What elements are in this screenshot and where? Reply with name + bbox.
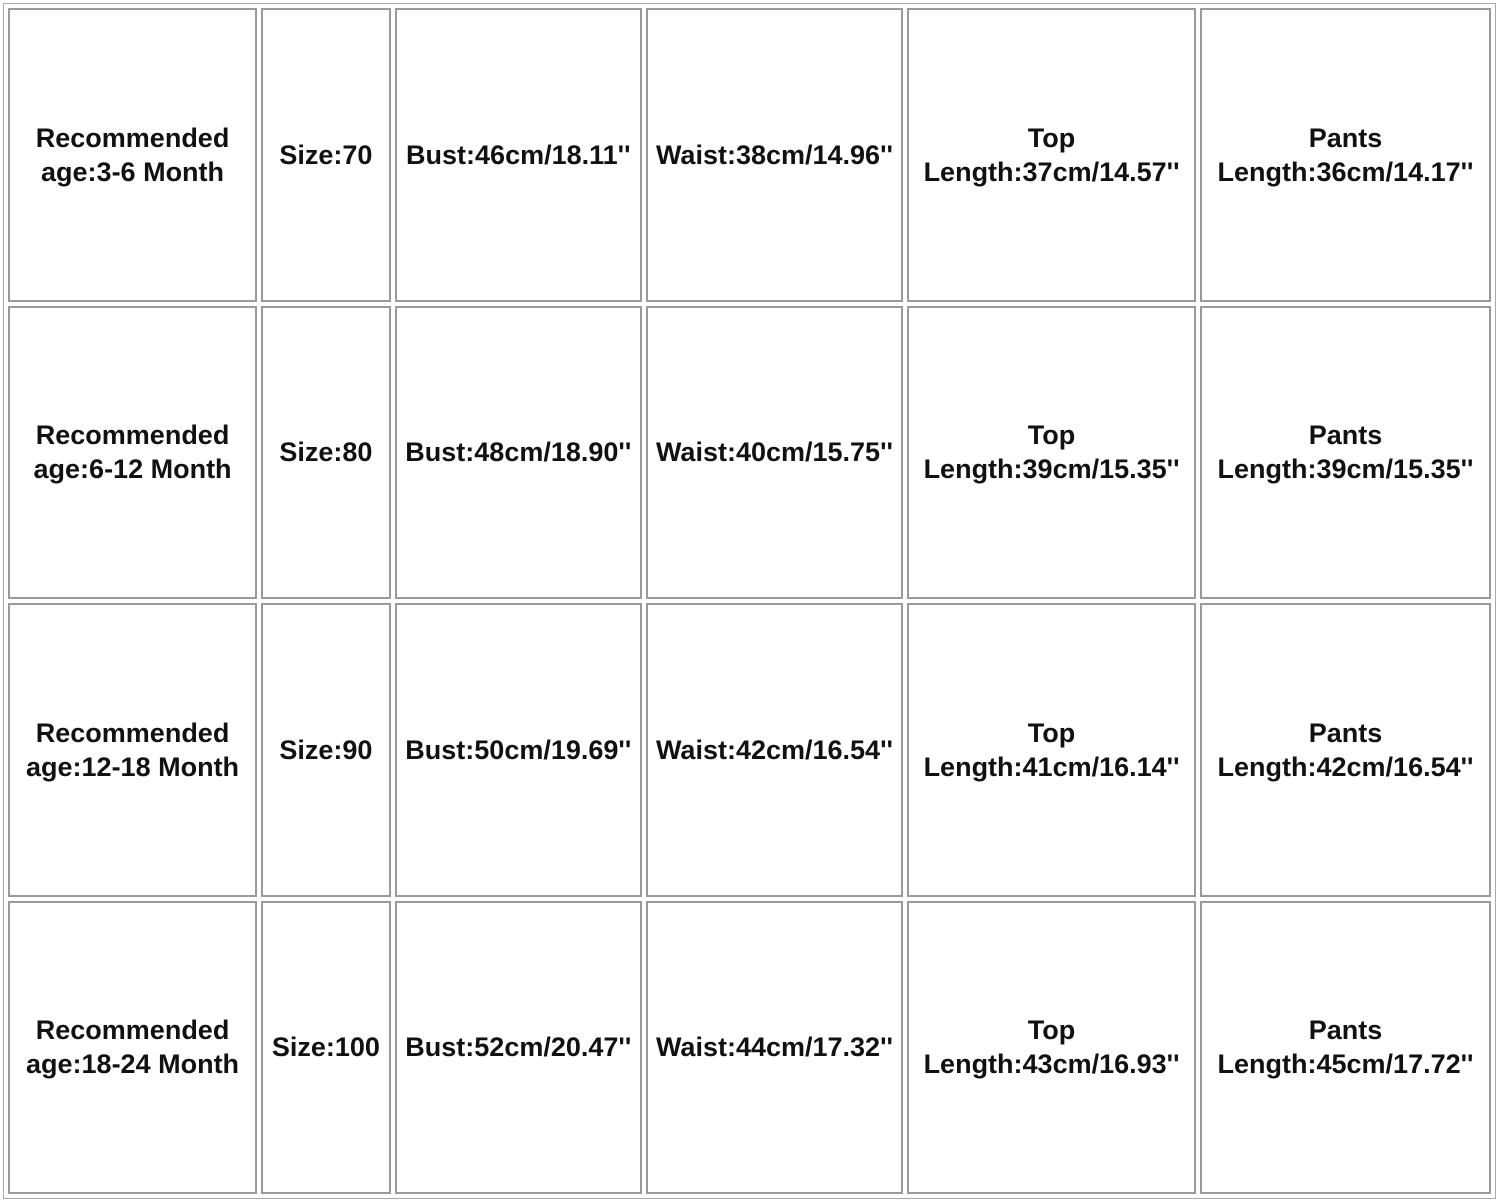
size-chart-table	[3, 3, 1496, 1199]
top-length-cell: Top Length:43cm/16.93''	[907, 901, 1196, 1195]
size-cell: Size:100	[261, 901, 391, 1195]
top-length-cell: Top Length:41cm/16.14''	[907, 603, 1196, 897]
bust-cell: Bust:46cm/18.11''	[395, 8, 642, 302]
size-chart-body	[8, 8, 1491, 1194]
pants-length-cell: Pants Length:36cm/14.17''	[1200, 8, 1491, 302]
waist-cell: Waist:38cm/14.96''	[646, 8, 903, 302]
size-cell: Size:80	[261, 306, 391, 600]
pants-length-cell: Pants Length:45cm/17.72''	[1200, 901, 1491, 1195]
table-row	[8, 901, 1491, 1195]
bust-cell: Bust:48cm/18.90''	[395, 306, 642, 600]
bust-cell: Bust:50cm/19.69''	[395, 603, 642, 897]
table-row	[8, 603, 1491, 897]
pants-length-cell: Pants Length:39cm/15.35''	[1200, 306, 1491, 600]
top-length-cell: Top Length:37cm/14.57''	[907, 8, 1196, 302]
age-cell: Recommended age:3-6 Month	[8, 8, 257, 302]
waist-cell: Waist:42cm/16.54''	[646, 603, 903, 897]
table-row	[8, 306, 1491, 600]
age-cell: Recommended age:18-24 Month	[8, 901, 257, 1195]
age-cell: Recommended age:6-12 Month	[8, 306, 257, 600]
table-row	[8, 8, 1491, 302]
bust-cell: Bust:52cm/20.47''	[395, 901, 642, 1195]
age-cell: Recommended age:12-18 Month	[8, 603, 257, 897]
waist-cell: Waist:44cm/17.32''	[646, 901, 903, 1195]
pants-length-cell: Pants Length:42cm/16.54''	[1200, 603, 1491, 897]
size-cell: Size:90	[261, 603, 391, 897]
waist-cell: Waist:40cm/15.75''	[646, 306, 903, 600]
top-length-cell: Top Length:39cm/15.35''	[907, 306, 1196, 600]
size-cell: Size:70	[261, 8, 391, 302]
